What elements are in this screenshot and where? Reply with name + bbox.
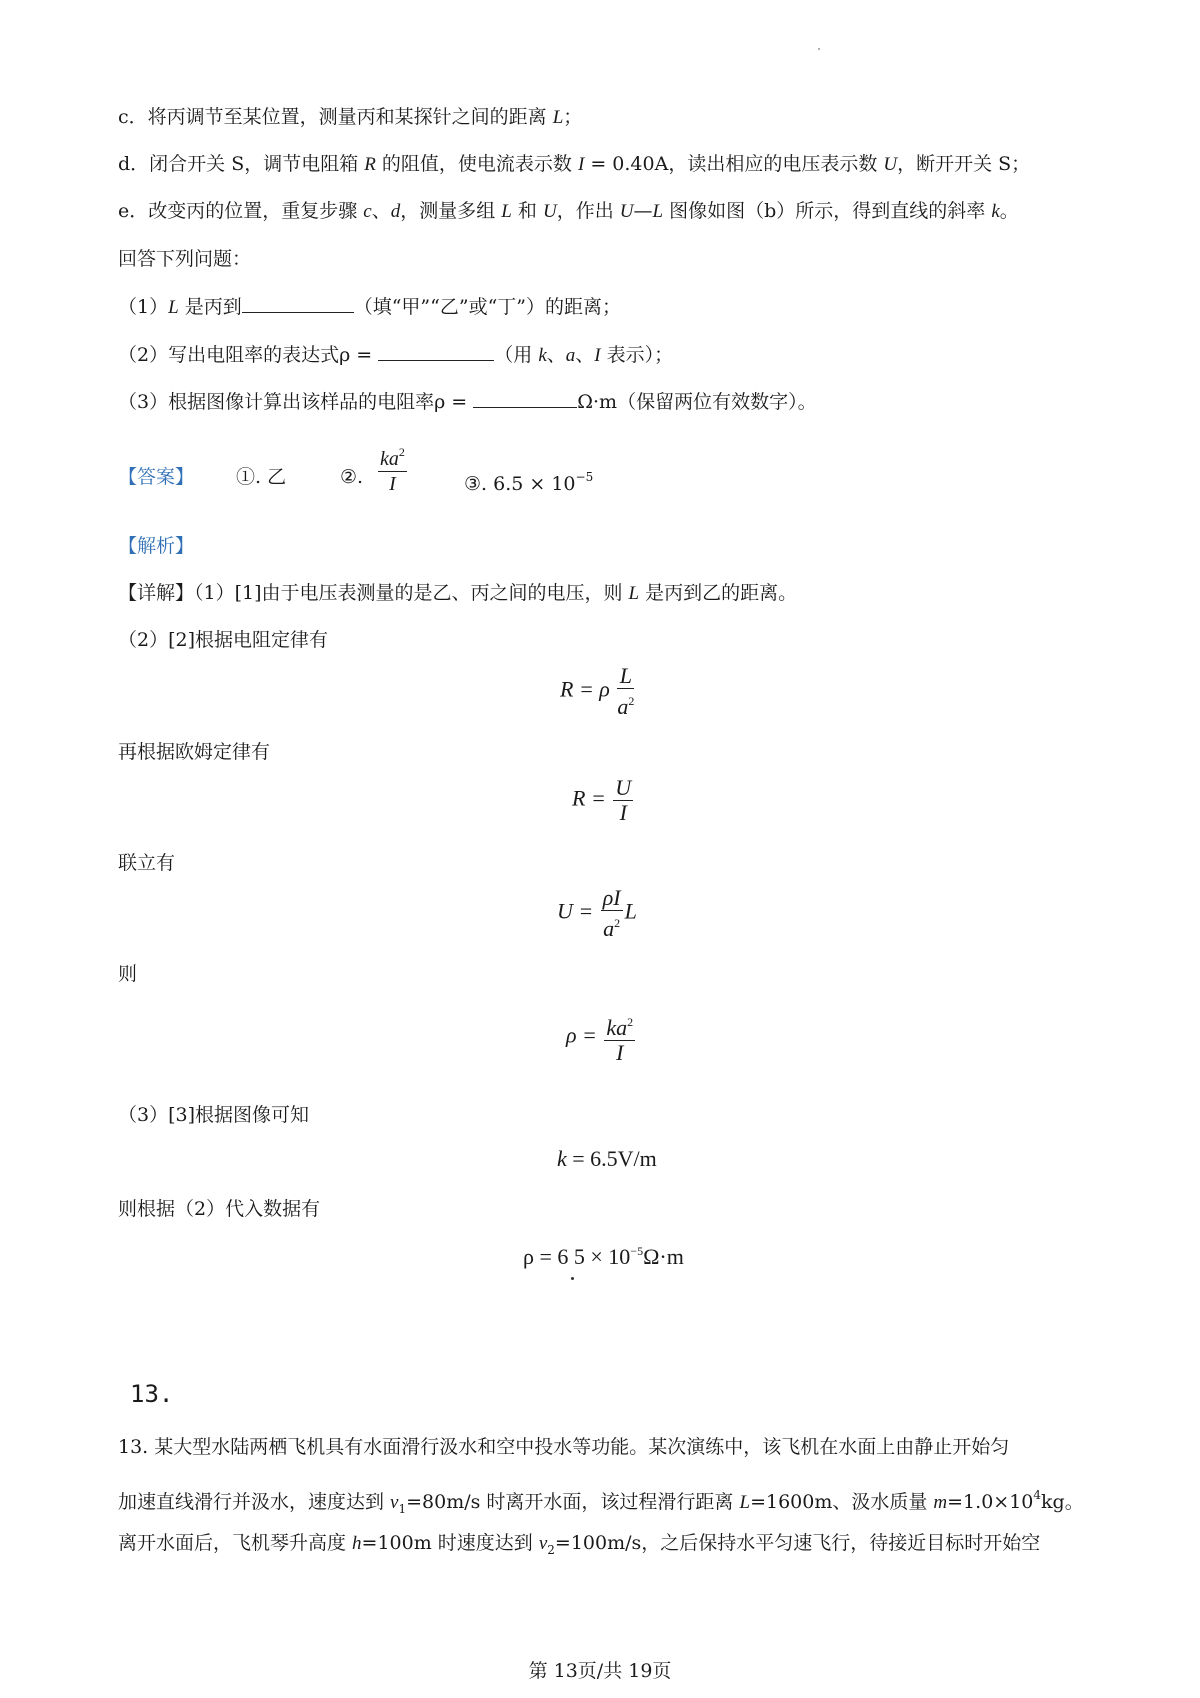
detail-part-2: （2）[2]根据电阻定律有 (118, 629, 329, 651)
speck (571, 1277, 574, 1280)
formula-result: ρ = 6 $5 \times 10^{-5}\Omega\cdot m$ (523, 1244, 684, 1269)
page-footer: 第 13页/共 19页 (528, 1660, 672, 1682)
step-c: c．将丙调节至某位置，测量丙和某探针之间的距离 L； (118, 106, 583, 128)
question-2: （2）写出电阻率的表达式ρ = （用 k、a、I 表示）； (118, 344, 674, 366)
answer-1: ①. 乙 (236, 466, 287, 488)
formula-ohm-law: R = $\frac{U}{I}$ (572, 775, 632, 825)
problem-13-line-3: 离开水面后，飞机琴升高度 h=100m 时速度达到 $v_2=100m/s$，之后保持水平匀速飞行，待接近目标时开始空 (118, 1532, 1041, 1557)
formula-combined: U = $\frac{\rho I}{a^2}$ L (557, 885, 637, 941)
answer-2-fraction: $\frac{ka^2}{I}$ (380, 445, 405, 495)
answer-blank (242, 294, 354, 313)
problem-13-line-1: 13. 某大型水陆两栖飞机具有水面滑行汲水和空中投水等功能。某次演练中，该飞机在水面上由静止开始匀 (118, 1436, 1010, 1458)
formula-resistivity: ρ = $\frac{ka^2}{I}$ (566, 1015, 634, 1065)
combine-text: 联立有 (118, 852, 176, 874)
ohm-law-text: 再根据欧姆定律有 (118, 741, 271, 763)
analysis-label: 【解析】 (118, 535, 195, 557)
detail-part-1: 【详解】（1）[1]由于电压表测量的是乙、丙之间的电压，则 L 是丙到乙的距离。 (118, 582, 798, 604)
question-3: （3）根据图像计算出该样品的电阻率ρ = Ω·m（保留两位有效数字）。 (118, 391, 817, 413)
answer-blank (473, 389, 577, 408)
answer-3: ③. $6.5 \times 10^{-5}$ (464, 470, 594, 495)
then-text: 则 (118, 963, 138, 985)
problem-number: 13. (130, 1380, 174, 1408)
formula-resistance-law: R = ρ $\frac{L}{a^2}$ (560, 663, 635, 719)
questions-intro: 回答下列问题： (118, 248, 252, 270)
step-d: d．闭合开关 S，调节电阻箱 R 的阻值，使电流表示数 I = 0.40A，读出相应的电压表示数 U，断开开关 S； (118, 153, 1031, 175)
detail-part-3: （3）[3]根据图像可知 (118, 1104, 310, 1126)
formula-slope: k = 6.5V/m (557, 1146, 657, 1171)
answer-2-prefix: ②. (340, 466, 364, 488)
problem-13-line-2: 加速直线滑行并汲水，速度达到 $v_1=80m/s$ 时离开水面，该过程滑行距离 L=1600m、汲水质量 $m=1.0\times 10^4kg$。 (118, 1488, 1084, 1516)
answer-label: 【答案】 (118, 466, 195, 488)
substitute-text: 则根据（2）代入数据有 (118, 1198, 321, 1220)
answer-blank (378, 342, 494, 361)
step-e: e．改变丙的位置，重复步骤 c、d，测量多组 L 和 U，作出 U—L 图像如图（b）所示，得到直线的斜率 k。 (118, 200, 1019, 222)
question-1: （1）L 是丙到 （填“甲”“乙”或“丁”）的距离； (118, 296, 621, 318)
speck (818, 48, 820, 50)
